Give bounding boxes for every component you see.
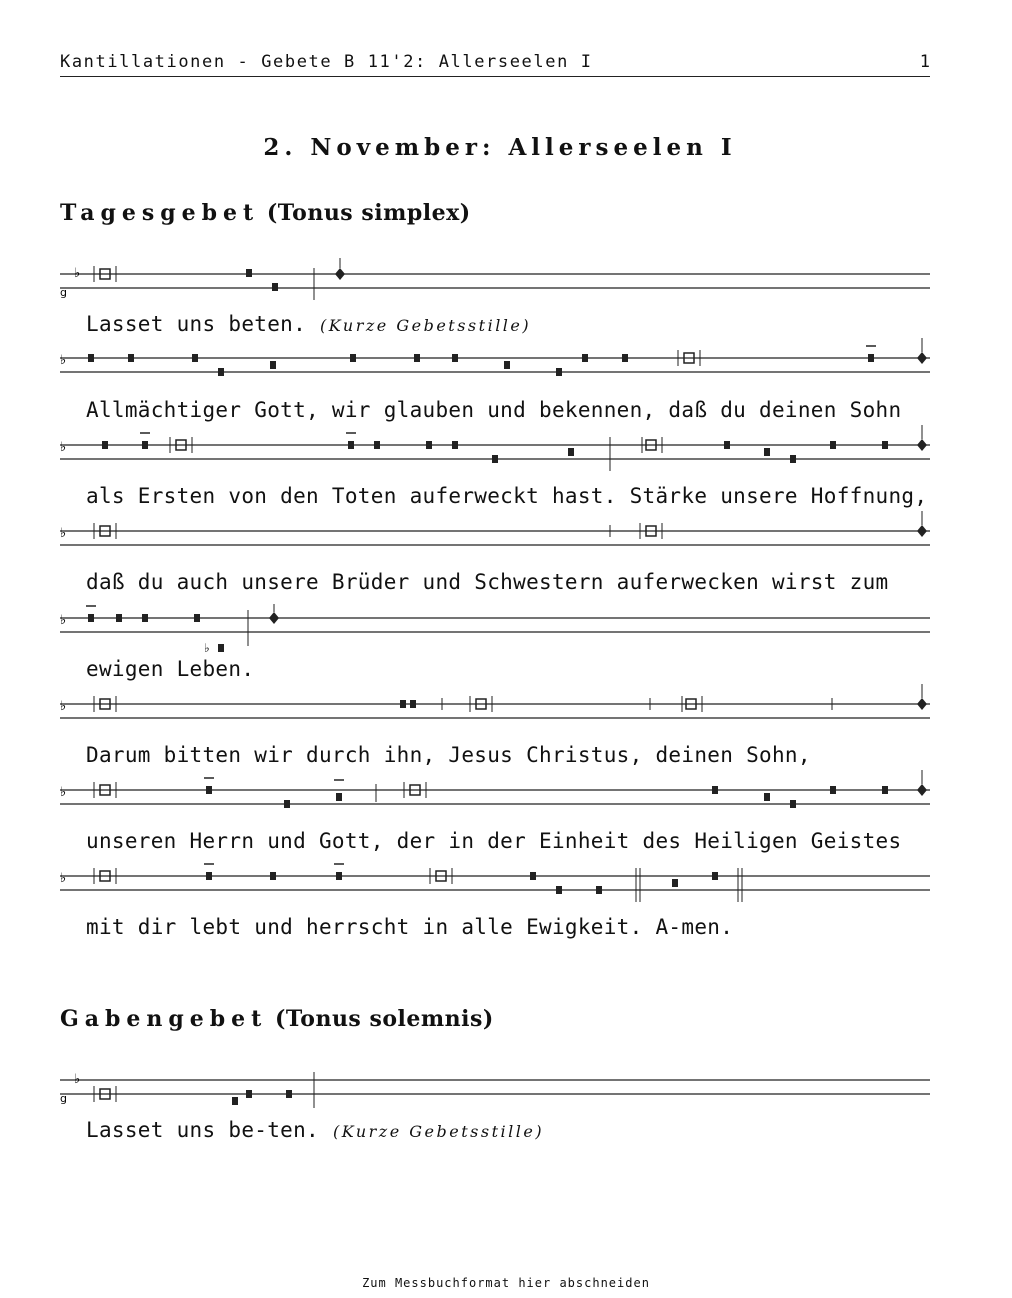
page-number: 1 (919, 52, 930, 72)
section-heading-tagesgebet (60, 200, 471, 226)
lyric-line: unseren Herrn und Gott, der in der Einheit des Heiligen Geistes (86, 829, 902, 853)
chant-staff (60, 350, 930, 368)
rubric-text: (Kurze Gebetsstille) (320, 316, 532, 335)
svg-text:♭: ♭ (60, 785, 67, 800)
lyric-line (86, 312, 531, 336)
lyric-line: mit dir lebt und herrscht in alle Ewigkeit. A-men. (86, 915, 734, 939)
staff-notation-6 (60, 696, 930, 726)
chant-staff (60, 696, 930, 714)
intro-text: Lasset uns beten. (86, 312, 307, 336)
cut-line-note: Zum Messbuchformat hier abschneiden (362, 1276, 650, 1290)
svg-text:♭: ♭ (60, 871, 67, 886)
chant-staff (60, 523, 930, 541)
running-header (60, 50, 930, 77)
staff-notation-7 (60, 782, 930, 812)
svg-text:♭: ♭ (60, 440, 67, 455)
rubric-text: (Kurze Gebetsstille) (332, 1122, 545, 1141)
svg-text:♭: ♭ (60, 353, 67, 368)
lyric-line: als Ersten von den Toten auferweckt hast. Stärke unsere Hoffnung, (86, 484, 928, 508)
lyric-line: Allmächtiger Gott, wir glauben und bekennen, daß du deinen Sohn (86, 398, 902, 422)
staff-notation-9 (60, 1072, 930, 1112)
section-heading-sub: (Tonus solemnis) (275, 1006, 494, 1032)
svg-text:g: g (60, 1092, 67, 1105)
staff-notation-5 (60, 610, 930, 655)
chant-staff (60, 1072, 930, 1112)
svg-text:♭: ♭ (74, 266, 81, 281)
chant-staff (60, 610, 930, 655)
section-heading-gabengebet (60, 1006, 494, 1032)
section-heading-sub: (Tonus simplex) (266, 200, 471, 226)
chant-staff (60, 437, 930, 455)
svg-text:♭: ♭ (60, 526, 67, 541)
svg-text:♭: ♭ (60, 699, 67, 714)
header-title: Kantillationen - Gebete B 11'2: Allerseelen I (60, 52, 593, 72)
svg-text:♭: ♭ (74, 1072, 81, 1087)
lyric-line: Darum bitten wir durch ihn, Jesus Christus, deinen Sohn, (86, 743, 811, 767)
section-heading-main: Tagesgebet (60, 200, 260, 226)
staff-notation-3 (60, 437, 930, 467)
chant-staff (60, 264, 930, 304)
staff-notation-1 (60, 264, 930, 304)
staff-notation-8 (60, 868, 930, 908)
svg-text:♭: ♭ (60, 613, 67, 628)
chant-staff (60, 782, 930, 800)
chant-staff (60, 868, 930, 886)
staff-notation-2 (60, 350, 930, 380)
lyric-line: daß du auch unsere Brüder und Schwestern auferwecken wirst zum (86, 570, 889, 594)
intro-text: Lasset uns be-ten. (86, 1118, 319, 1142)
lyric-line (86, 1118, 544, 1142)
staff-notation-4 (60, 523, 930, 553)
page-title: 2. November: Allerseelen I (263, 134, 737, 161)
lyric-line: ewigen Leben. (86, 657, 255, 681)
section-heading-main: Gabengebet (60, 1006, 268, 1032)
svg-text:g: g (60, 286, 67, 299)
svg-text:♭: ♭ (204, 641, 210, 655)
